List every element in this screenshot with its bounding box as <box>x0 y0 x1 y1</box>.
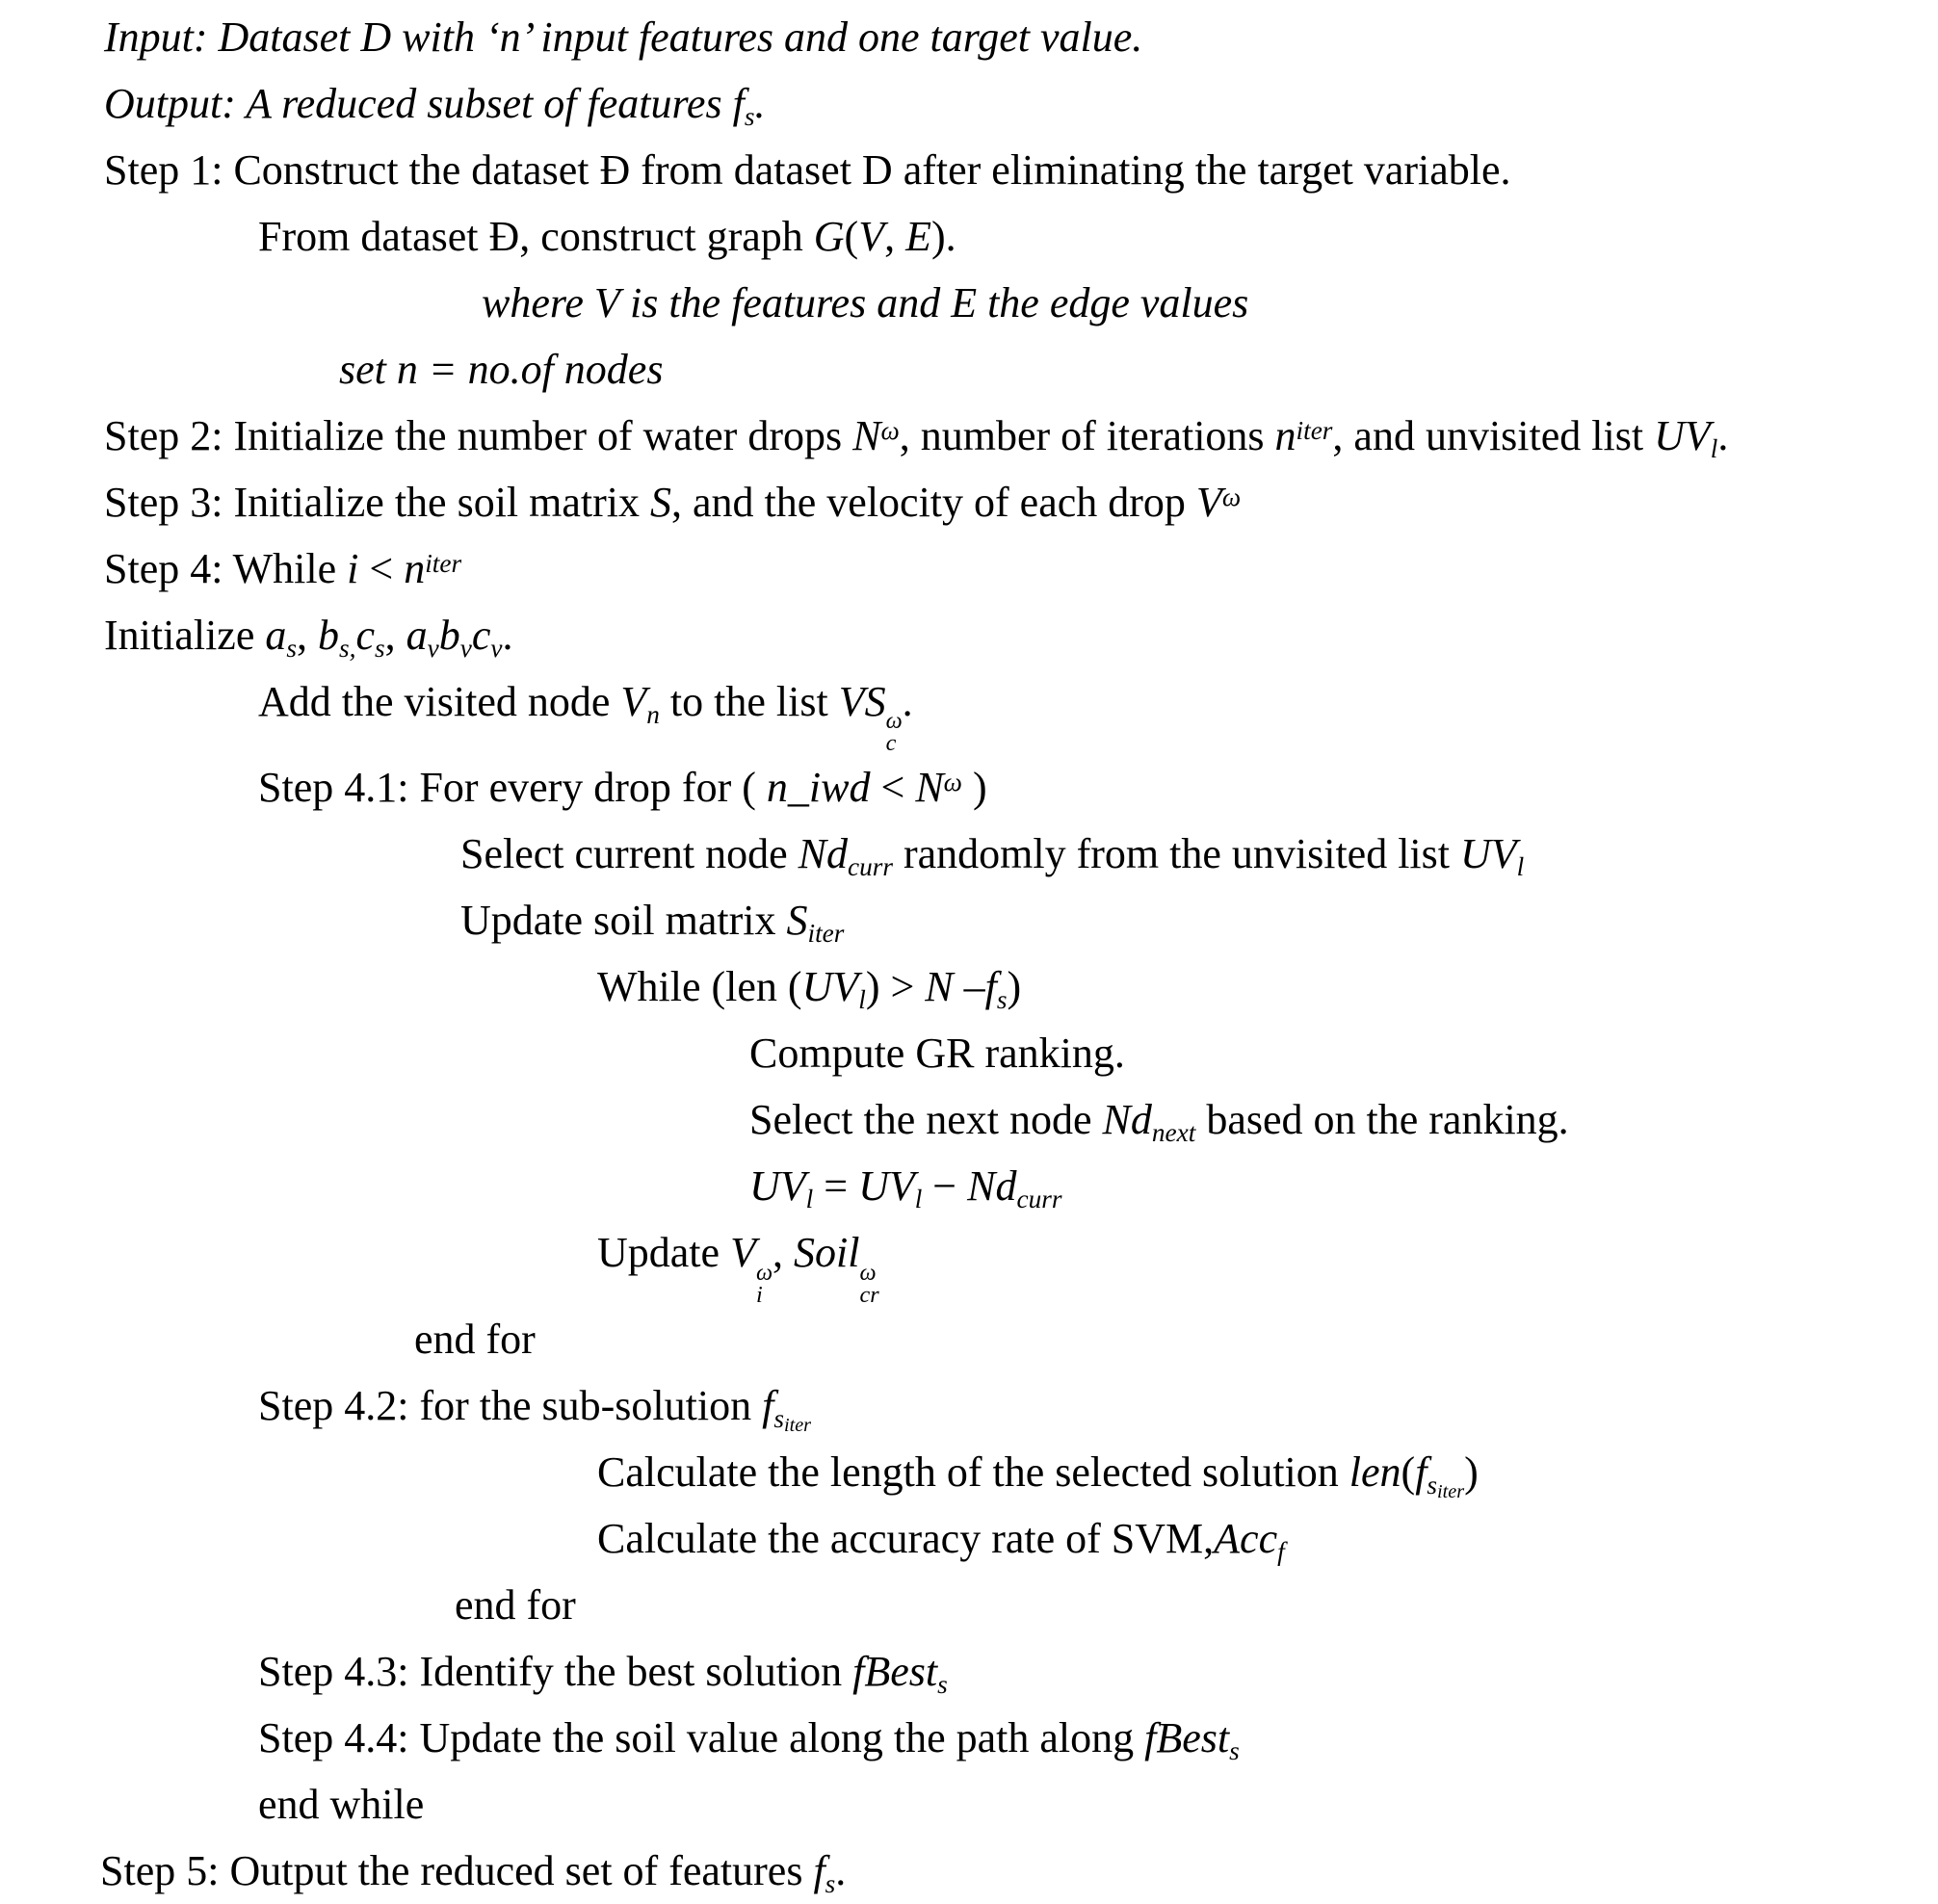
text-segment: S <box>650 479 671 526</box>
algo-line <box>0 1219 1938 1308</box>
algo-line <box>0 668 1938 757</box>
text-segment: fBest <box>1144 1713 1230 1761</box>
text-segment: Calculate the accuracy rate of SVM, <box>597 1514 1215 1562</box>
text-segment: Step 4.2: for the sub-solution <box>258 1381 763 1429</box>
algo-line <box>0 1020 1938 1086</box>
text-segment: next <box>1151 1118 1196 1148</box>
algo-line <box>0 602 1938 668</box>
text-segment: fBest <box>852 1647 938 1695</box>
text-segment: Step 1: Construct the dataset Đ from dataset D after eliminating the target variable. <box>104 146 1511 194</box>
text-segment: Add the visited node <box>258 678 621 725</box>
text-segment: s <box>286 634 297 664</box>
text-segment: n <box>1274 412 1296 459</box>
text-segment: l <box>858 985 866 1015</box>
text-segment: Step 4.3: Identify the best solution <box>258 1647 853 1695</box>
text-segment: Update soil matrix <box>460 897 787 945</box>
text-segment: set n = no.of nodes <box>339 346 664 393</box>
text-segment: < <box>870 764 916 812</box>
text-segment: Step 3: Initialize the soil matrix <box>104 479 650 526</box>
text-segment: i <box>347 545 359 592</box>
text-segment: UV <box>801 963 859 1011</box>
stacked-supsub: ω i <box>755 1259 773 1308</box>
text-segment: ω <box>880 415 900 445</box>
text-segment: . <box>754 80 766 127</box>
text-segment: , <box>773 1229 795 1277</box>
text-segment: While (len ( <box>597 963 802 1011</box>
text-segment: l <box>1516 852 1525 882</box>
text-segment: Update <box>597 1229 731 1277</box>
text-segment: iter <box>1437 1481 1465 1503</box>
text-segment: , number of iterations <box>899 412 1275 459</box>
text-segment: Step 4.1: For every drop for ( <box>258 764 767 812</box>
text-segment: ( <box>844 213 859 260</box>
text-segment: f <box>1277 1536 1285 1566</box>
text-segment: VS <box>838 678 886 725</box>
text-segment: Step 2: Initialize the number of water drops <box>104 412 853 459</box>
text-segment: ). <box>930 213 956 260</box>
algo-line <box>0 1771 1938 1838</box>
text-segment: Compute GR ranking. <box>749 1030 1125 1078</box>
text-segment: . <box>835 1846 847 1894</box>
text-segment: s <box>773 1403 784 1433</box>
text-segment: iter <box>1296 415 1333 445</box>
text-segment: s <box>996 985 1008 1015</box>
text-segment: f <box>762 1381 774 1429</box>
text-segment: f <box>1415 1448 1427 1496</box>
algo-line <box>0 1572 1938 1638</box>
text-segment: where V is the features and E the edge values <box>482 279 1249 326</box>
text-segment: ω <box>943 767 962 796</box>
algo-line <box>0 137 1938 203</box>
stacked-supsub: ω cr <box>859 1259 879 1308</box>
algo-line <box>0 203 1938 270</box>
text-segment: Select the next node <box>749 1096 1103 1144</box>
text-segment: Nd <box>967 1162 1017 1211</box>
algo-line <box>0 403 1938 469</box>
text-segment: UV <box>1460 830 1517 878</box>
text-segment: N <box>852 412 881 459</box>
text-segment: . <box>1717 412 1729 459</box>
text-segment: = <box>813 1162 859 1211</box>
text-segment: S <box>786 897 808 945</box>
text-segment: , <box>884 213 906 260</box>
text-segment: v <box>459 634 472 664</box>
text-segment: Initialize <box>104 612 266 659</box>
text-segment: Input: Dataset D with ‘n’ input features and one target value. <box>104 13 1143 61</box>
text-segment: N <box>915 764 944 812</box>
text-segment: s <box>744 102 755 132</box>
text-segment: n <box>404 545 426 592</box>
text-segment: From dataset Đ, construct graph <box>258 213 814 260</box>
text-segment: V <box>620 678 647 725</box>
algo-line <box>0 1505 1938 1572</box>
text-segment: . <box>502 612 513 659</box>
text-segment: Output: A reduced subset of features f <box>104 80 745 127</box>
algo-line <box>0 1153 1938 1219</box>
text-segment: l <box>805 1185 814 1214</box>
text-segment: – <box>953 963 985 1011</box>
text-segment: randomly from the unvisited list <box>892 830 1460 878</box>
text-segment: Step 4: While <box>104 545 348 592</box>
algo-line <box>0 1372 1938 1439</box>
text-segment: s <box>937 1669 948 1699</box>
text-segment: l <box>1710 434 1718 464</box>
text-segment: ) <box>961 764 987 812</box>
text-segment: s, <box>339 634 356 664</box>
text-segment: E <box>905 213 931 260</box>
text-segment: , and the velocity of each drop <box>671 479 1196 526</box>
algo-line <box>0 821 1938 887</box>
text-segment: b <box>438 612 460 659</box>
text-segment: curr <box>847 852 893 882</box>
text-segment: s <box>1229 1735 1240 1765</box>
text-segment: end for <box>455 1580 576 1629</box>
algorithm-listing <box>0 4 1938 1904</box>
text-segment: Acc <box>1214 1514 1278 1562</box>
text-segment: ) <box>1007 963 1022 1011</box>
algo-line <box>0 270 1938 336</box>
text-segment: < <box>358 545 405 592</box>
text-segment: v <box>490 634 503 664</box>
text-segment: Calculate the length of the selected solution <box>597 1448 1349 1496</box>
text-segment: s <box>1427 1470 1438 1500</box>
text-segment: ( <box>1401 1448 1416 1496</box>
text-segment: , and unvisited list <box>1332 412 1655 459</box>
text-segment: n <box>646 700 660 730</box>
text-segment: v <box>427 634 439 664</box>
algo-line <box>0 1838 1938 1904</box>
text-segment: to the list <box>659 678 839 725</box>
text-segment: . <box>902 678 913 725</box>
stacked-supsub: ω c <box>885 708 903 757</box>
text-segment: UV <box>858 1162 915 1211</box>
text-segment: iter <box>807 919 845 949</box>
text-segment: Nd <box>1102 1096 1152 1144</box>
text-segment: s <box>825 1868 836 1898</box>
text-segment: UV <box>1654 412 1711 459</box>
text-segment: c <box>355 612 375 659</box>
text-segment: a <box>406 612 428 659</box>
text-segment: Step 5: Output the reduced set of features <box>100 1846 814 1894</box>
algo-line <box>0 1705 1938 1771</box>
algo-line <box>0 1306 1938 1372</box>
text-segment: − <box>922 1162 968 1211</box>
text-segment: ) <box>1464 1448 1479 1496</box>
text-segment: f <box>984 963 997 1011</box>
text-segment: based on the ranking. <box>1195 1096 1569 1144</box>
algo-line <box>0 535 1938 602</box>
algo-line <box>0 1086 1938 1153</box>
algo-line <box>0 4 1938 70</box>
algo-line <box>0 953 1938 1020</box>
algo-line <box>0 1439 1938 1505</box>
text-segment: V <box>858 213 885 260</box>
text-segment: a <box>265 612 287 659</box>
text-segment: iter <box>783 1415 812 1437</box>
text-segment: N <box>925 963 954 1011</box>
algo-line <box>0 336 1938 403</box>
text-segment: , <box>384 612 406 659</box>
text-segment: len <box>1349 1448 1401 1496</box>
text-segment: c <box>471 612 491 659</box>
algo-line <box>0 1638 1938 1705</box>
algo-line <box>0 887 1938 953</box>
text-segment: curr <box>1016 1185 1062 1214</box>
text-segment: end for <box>414 1315 536 1363</box>
text-segment: l <box>914 1185 923 1214</box>
text-segment: V <box>730 1229 756 1277</box>
text-segment: n_iwd <box>766 764 871 812</box>
algo-line <box>0 469 1938 535</box>
text-segment: b <box>318 612 339 659</box>
text-segment: s <box>374 634 385 664</box>
text-segment: end while <box>258 1780 425 1828</box>
text-segment: Soil <box>794 1229 860 1277</box>
text-segment: , <box>297 612 318 659</box>
text-segment: iter <box>425 548 462 578</box>
text-segment: ω <box>1221 482 1242 511</box>
text-segment: UV <box>749 1162 806 1211</box>
text-segment: ) > <box>865 963 926 1011</box>
text-segment: G <box>813 213 845 260</box>
text-segment: V <box>1195 479 1222 526</box>
text-segment: f <box>813 1846 825 1894</box>
text-segment: Step 4.4: Update the soil value along the path along <box>258 1713 1145 1761</box>
text-segment: Nd <box>798 830 848 878</box>
text-segment: Select current node <box>460 830 799 878</box>
algo-line <box>0 70 1938 137</box>
algo-line <box>0 754 1938 821</box>
